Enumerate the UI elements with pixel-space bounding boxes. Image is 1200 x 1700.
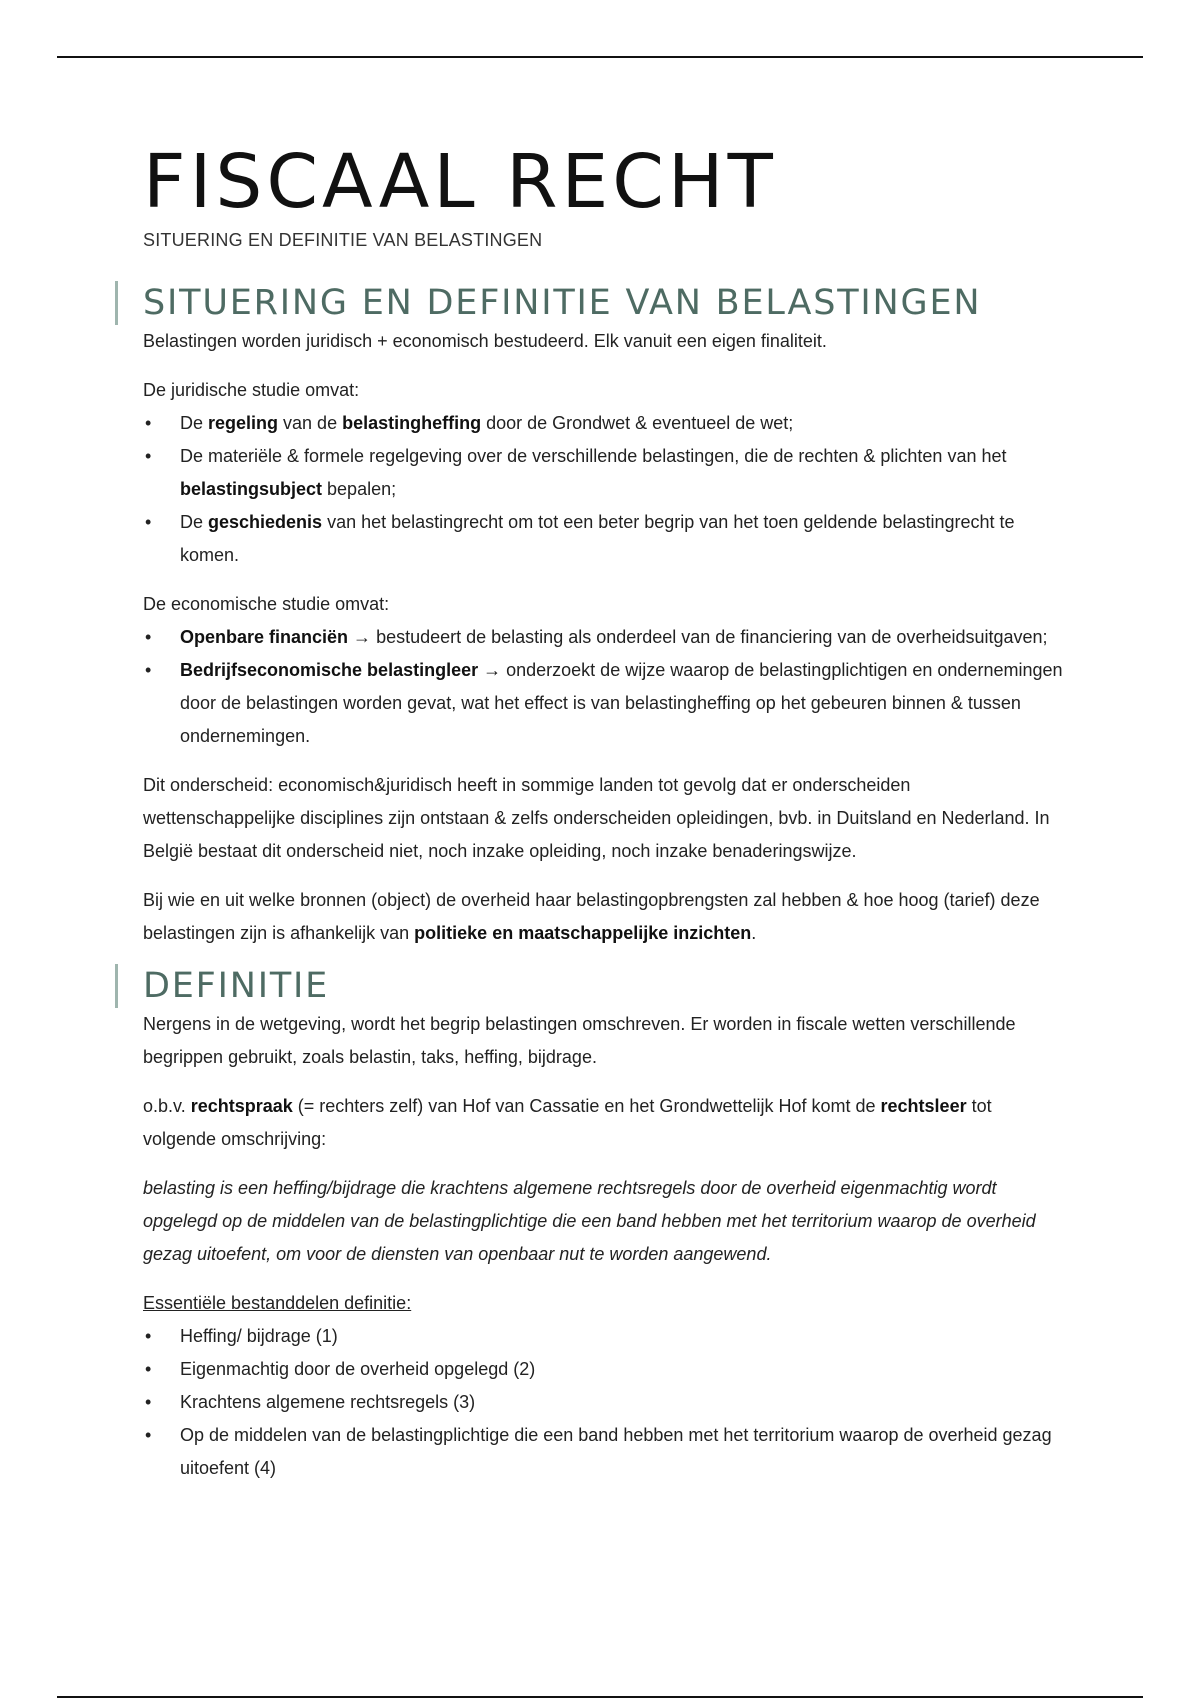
intro-paragraph: Belastingen worden juridisch + economisch bestudeerd. Elk vanuit een eigen finaliteit.: [143, 331, 827, 351]
bottom-rule: [57, 1696, 1143, 1698]
economisch-list: [143, 621, 1063, 753]
section-heading-definitie: [143, 964, 1063, 1008]
section-heading-situering-text: SITUERING EN DEFINITIE VAN BELASTINGEN: [143, 283, 982, 323]
list-item: • Eigenmachtig door de overheid opgelegd (2): [143, 1353, 1063, 1386]
arrow-icon: →: [478, 660, 507, 680]
arrow-icon: →: [348, 627, 377, 647]
list-item: • De materiële & formele regelgeving over de verschillende belastingen, die de rechten & plichten van het belastingsubject bepalen;: [143, 440, 1063, 506]
bullet: •: [145, 627, 152, 647]
bullet: •: [145, 413, 152, 433]
list-item: • Openbare financiën → bestudeert de belasting als onderdeel van de financiering van de overheidsuitgaven;: [143, 621, 1063, 654]
juridisch-intro: De juridische studie omvat:: [143, 380, 360, 400]
heading-accent-bar: [115, 964, 118, 1008]
essentieel-list: [143, 1320, 1063, 1485]
section-heading-situering: [143, 281, 1063, 325]
bronnen-paragraph: Bij wie en uit welke bronnen (object) de overheid haar belastingopbrengsten zal hebben & hoe hoog (tarief) deze belastingen zijn is afhankelijk van politieke en maatschappelijke inzichten.: [143, 890, 1040, 943]
bullet: •: [145, 512, 152, 532]
document-title: FISCAAL RECHT: [143, 139, 777, 225]
bullet: •: [145, 1359, 152, 1379]
bullet: •: [145, 1425, 152, 1445]
section-heading-definitie-text: DEFINITIE: [143, 966, 330, 1006]
bullet: •: [145, 1326, 152, 1346]
heading-accent-bar: [115, 281, 118, 325]
economisch-intro: De economische studie omvat:: [143, 594, 390, 614]
bullet: •: [145, 1392, 152, 1412]
list-item: • Heffing/ bijdrage (1): [143, 1320, 1063, 1353]
bullet: •: [145, 660, 152, 680]
list-item: • Op de middelen van de belastingplichtige die een band hebben met het territorium waarop de overheid gezag uitoefent (4): [143, 1419, 1063, 1485]
list-item: • De geschiedenis van het belastingrecht om tot een beter begrip van het toen geldende belastingrecht te komen.: [143, 506, 1063, 572]
rechtspraak-paragraph: o.b.v. rechtspraak (= rechters zelf) van Hof van Cassatie en het Grondwettelijk Hof komt de rechtsleer tot volgende omschrijving:: [143, 1096, 992, 1149]
bullet: •: [145, 446, 152, 466]
list-item: • Krachtens algemene rechtsregels (3): [143, 1386, 1063, 1419]
essentieel-heading: Essentiële bestanddelen definitie:: [143, 1293, 412, 1313]
document-subtitle: SITUERING EN DEFINITIE VAN BELASTINGEN: [143, 230, 543, 250]
top-rule: [57, 56, 1143, 58]
document-body: [143, 140, 1063, 1485]
definitie-paragraph: Nergens in de wetgeving, wordt het begrip belastingen omschreven. Er worden in fiscale wetten verschillende begrippen gebruikt, zoals belastin, taks, heffing, bijdrage.: [143, 1014, 1016, 1067]
definitie-quote: belasting is een heffing/bijdrage die krachtens algemene rechtsregels door de overheid eigenmachtig wordt opgelegd op de middelen van de belastingplichtige die een band hebben met het territorium waarop de overheid gezag uitoefent, om voor de diensten van openbaar nut te worden aangewend.: [143, 1178, 1036, 1264]
onderscheid-paragraph: Dit onderscheid: economisch&juridisch heeft in sommige landen tot gevolg dat er onderscheiden wettenschappelijke disciplines zijn ontstaan & zelfs onderscheiden opleidingen, bvb. in Duitsland en Nederland. In België bestaat dit onderscheid niet, noch inzake opleiding, noch inzake benaderingswijze.: [143, 775, 1050, 861]
list-item: • De regeling van de belastingheffing door de Grondwet & eventueel de wet;: [143, 407, 1063, 440]
juridisch-list: [143, 407, 1063, 572]
list-item: • Bedrijfseconomische belastingleer → onderzoekt de wijze waarop de belastingplichtigen en ondernemingen door de belastingen worden gevat, wat het effect is van belastingheffing op het gebeuren binnen & tussen ondernemingen.: [143, 654, 1063, 753]
